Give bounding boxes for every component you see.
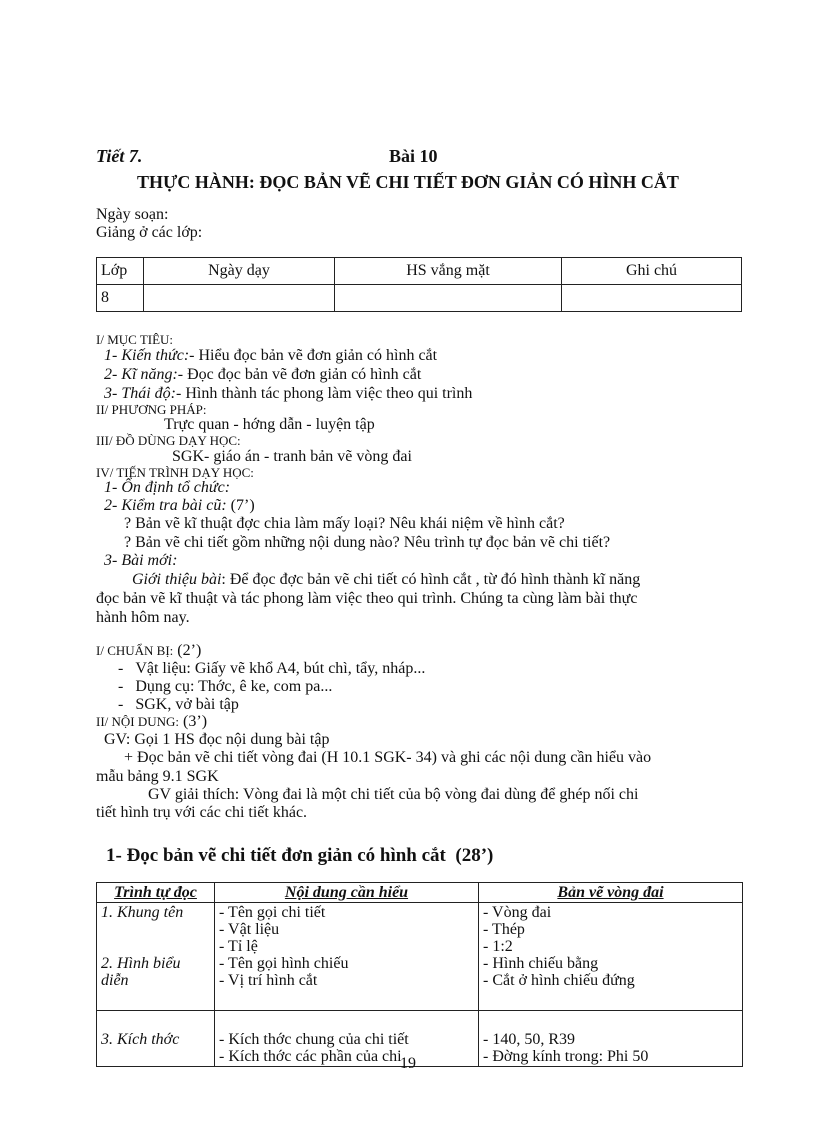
objectives-heading: I/ MỤC TIÊU: xyxy=(96,332,174,347)
teach-classes-label: Giảng ở các lớp: xyxy=(96,224,203,241)
content-heading-label: II/ NỘI DUNG: xyxy=(96,714,180,729)
lesson-period: Tiết 7. xyxy=(96,146,143,166)
table-cell xyxy=(144,285,335,312)
reading-table-header: Nội dung cần hiểu xyxy=(215,883,479,903)
page-title: THỰC HÀNH: ĐỌC BẢN VẼ CHI TIẾT ĐƠN GIẢN CÓ HÌNH CẮT xyxy=(137,172,679,192)
table-cell-steps xyxy=(97,903,215,1011)
table-row xyxy=(97,903,743,1011)
procedure-step-3: 3- Bài mới: xyxy=(104,552,178,569)
intro-line-2: đọc bản vẽ kĩ thuật và tác phong làm việc theo qui trình. Chúng ta cùng làm bài thực xyxy=(96,590,638,607)
table-cell xyxy=(335,285,562,312)
preparation-heading-label: I/ CHUẨN BỊ: xyxy=(96,643,174,658)
preparation-time: (2’) xyxy=(177,642,202,659)
list-item-text: Vật liệu: Giấy vẽ khổ A4, bút chì, tẩy, nháp... xyxy=(135,660,426,677)
review-question-1: ? Bản vẽ kĩ thuật đợc chia làm mấy loại? Nêu khái niệm về hình cắt? xyxy=(124,515,565,532)
list-item-text: Dụng cụ: Thớc, ê ke, com pa... xyxy=(135,678,333,695)
procedure-step-1: 1- Ổn định tổ chức: xyxy=(104,479,231,496)
reading-table xyxy=(96,882,743,1067)
methods-heading: II/ PHƯƠNG PHÁP: xyxy=(96,402,207,417)
page-number: 19 xyxy=(400,1055,416,1072)
class-table-header: HS vắng mặt xyxy=(335,258,562,285)
objective-text: - Hình thành tác phong làm việc theo qui trình xyxy=(176,385,473,402)
content-line-4: GV giải thích: Vòng đai là một chi tiết của bộ vòng đai dùng để ghép nối chi xyxy=(148,786,639,803)
content-line: - Tỉ lệ xyxy=(219,938,258,955)
table-row xyxy=(97,285,742,312)
content-line: - Tên gọi hình chiếu xyxy=(219,955,349,972)
list-item: - SGK, vở bài tập xyxy=(118,696,239,713)
reading-table-header: Bản vẽ vòng đai xyxy=(479,883,743,903)
answer-line: - 140, 50, R39 xyxy=(483,1031,575,1048)
table-cell xyxy=(562,285,742,312)
section-title xyxy=(106,845,493,867)
content-line: - Tên gọi chi tiết xyxy=(219,904,326,921)
content-line-5: tiết hình trụ với các chi tiết khác. xyxy=(96,804,308,821)
reading-table-header-row xyxy=(97,883,743,903)
materials-text: SGK- giáo án - tranh bản vẽ vòng đai xyxy=(172,448,412,465)
reading-table-header: Trình tự đọc xyxy=(97,883,215,903)
objective-knowledge xyxy=(104,347,437,365)
objective-skill xyxy=(104,366,421,384)
class-table-header-row xyxy=(97,258,742,285)
content-line-3: mẫu bảng 9.1 SGK xyxy=(96,768,219,785)
objective-text: - Đọc đọc bản vẽ đơn giản có hình cắt xyxy=(177,366,422,383)
content-line: - Vị trí hình cắt xyxy=(219,972,318,989)
class-table-header: Ghi chú xyxy=(562,258,742,285)
objective-label: 3- Thái độ: xyxy=(104,385,176,402)
answer-line: - Thép xyxy=(483,921,525,938)
list-item: - Vật liệu: Giấy vẽ khổ A4, bút chì, tẩy, nháp... xyxy=(118,660,426,677)
step-label: 2- Kiểm tra bài cũ: xyxy=(104,497,227,514)
content-line-1: GV: Gọi 1 HS đọc nội dung bài tập xyxy=(104,731,330,748)
table-cell: 8 xyxy=(97,285,144,312)
intro-text: : Để đọc đợc bản vẽ chi tiết có hình cắt , từ đó hình thành kĩ năng xyxy=(221,571,641,588)
materials-heading: III/ ĐỒ DÙNG DẠY HỌC: xyxy=(96,433,241,448)
list-item-text: SGK, vở bài tập xyxy=(135,696,239,713)
answer-line: - 1:2 xyxy=(483,938,513,955)
answer-line: - Vòng đai xyxy=(483,904,552,921)
lesson-number: Bài 10 xyxy=(389,146,438,166)
preparation-heading xyxy=(96,642,201,660)
section-time: (28’) xyxy=(455,845,494,866)
table-cell-contents xyxy=(215,903,479,1011)
intro-line-1 xyxy=(132,571,640,589)
intro-label: Giới thiệu bài xyxy=(132,571,222,588)
step-line xyxy=(101,938,210,955)
prep-date-label: Ngày soạn: xyxy=(96,206,169,223)
objective-label: 1- Kiến thức: xyxy=(104,347,190,364)
review-question-2: ? Bản vẽ chi tiết gồm những nội dung nào? Nêu trình tự đọc bản vẽ chi tiết? xyxy=(124,534,611,551)
content-time: (3’) xyxy=(183,713,208,730)
content-line: - Kích thớc các phần của chi xyxy=(219,1048,402,1065)
answer-line: - Đờng kính trong: Phi 50 xyxy=(483,1048,649,1065)
class-table-header: Ngày dạy xyxy=(144,258,335,285)
content-line-2: + Đọc bản vẽ chi tiết vòng đai (H 10.1 SGK- 34) và ghi các nội dung cần hiểu vào xyxy=(124,749,652,766)
methods-text: Trực quan - hớng dẫn - luyện tập xyxy=(164,416,375,433)
procedure-heading: IV/ TIẾN TRÌNH DẠY HỌC: xyxy=(96,465,254,480)
content-heading xyxy=(96,713,207,731)
procedure-step-2 xyxy=(104,497,255,515)
objective-attitude xyxy=(104,385,472,403)
table-cell-answers xyxy=(479,903,743,1011)
list-item: - Dụng cụ: Thớc, ê ke, com pa... xyxy=(118,678,333,695)
intro-line-3: hành hôm nay. xyxy=(96,609,190,626)
objective-text: - Hiểu đọc bản vẽ đơn giản có hình cắt xyxy=(189,347,438,364)
objective-label: 2- Kĩ năng: xyxy=(104,366,178,383)
step-line: 2. Hình biểu xyxy=(101,955,181,972)
section-title-text: 1- Đọc bản vẽ chi tiết đơn giản có hình cắt xyxy=(106,845,446,866)
content-line: - Kích thớc chung của chi tiết xyxy=(219,1031,409,1048)
step-line: diễn xyxy=(101,972,129,989)
content-line: - Vật liệu xyxy=(219,921,280,938)
step-line xyxy=(101,921,210,938)
answer-line: - Cắt ở hình chiếu đứng xyxy=(483,972,635,989)
step-line: 1. Khung tên xyxy=(101,904,184,921)
class-table-header: Lớp xyxy=(97,258,144,285)
answer-line: - Hình chiếu bằng xyxy=(483,955,599,972)
step-line: 3. Kích thớc xyxy=(101,1031,180,1048)
class-table xyxy=(96,257,742,312)
step-time: (7’) xyxy=(230,497,255,514)
